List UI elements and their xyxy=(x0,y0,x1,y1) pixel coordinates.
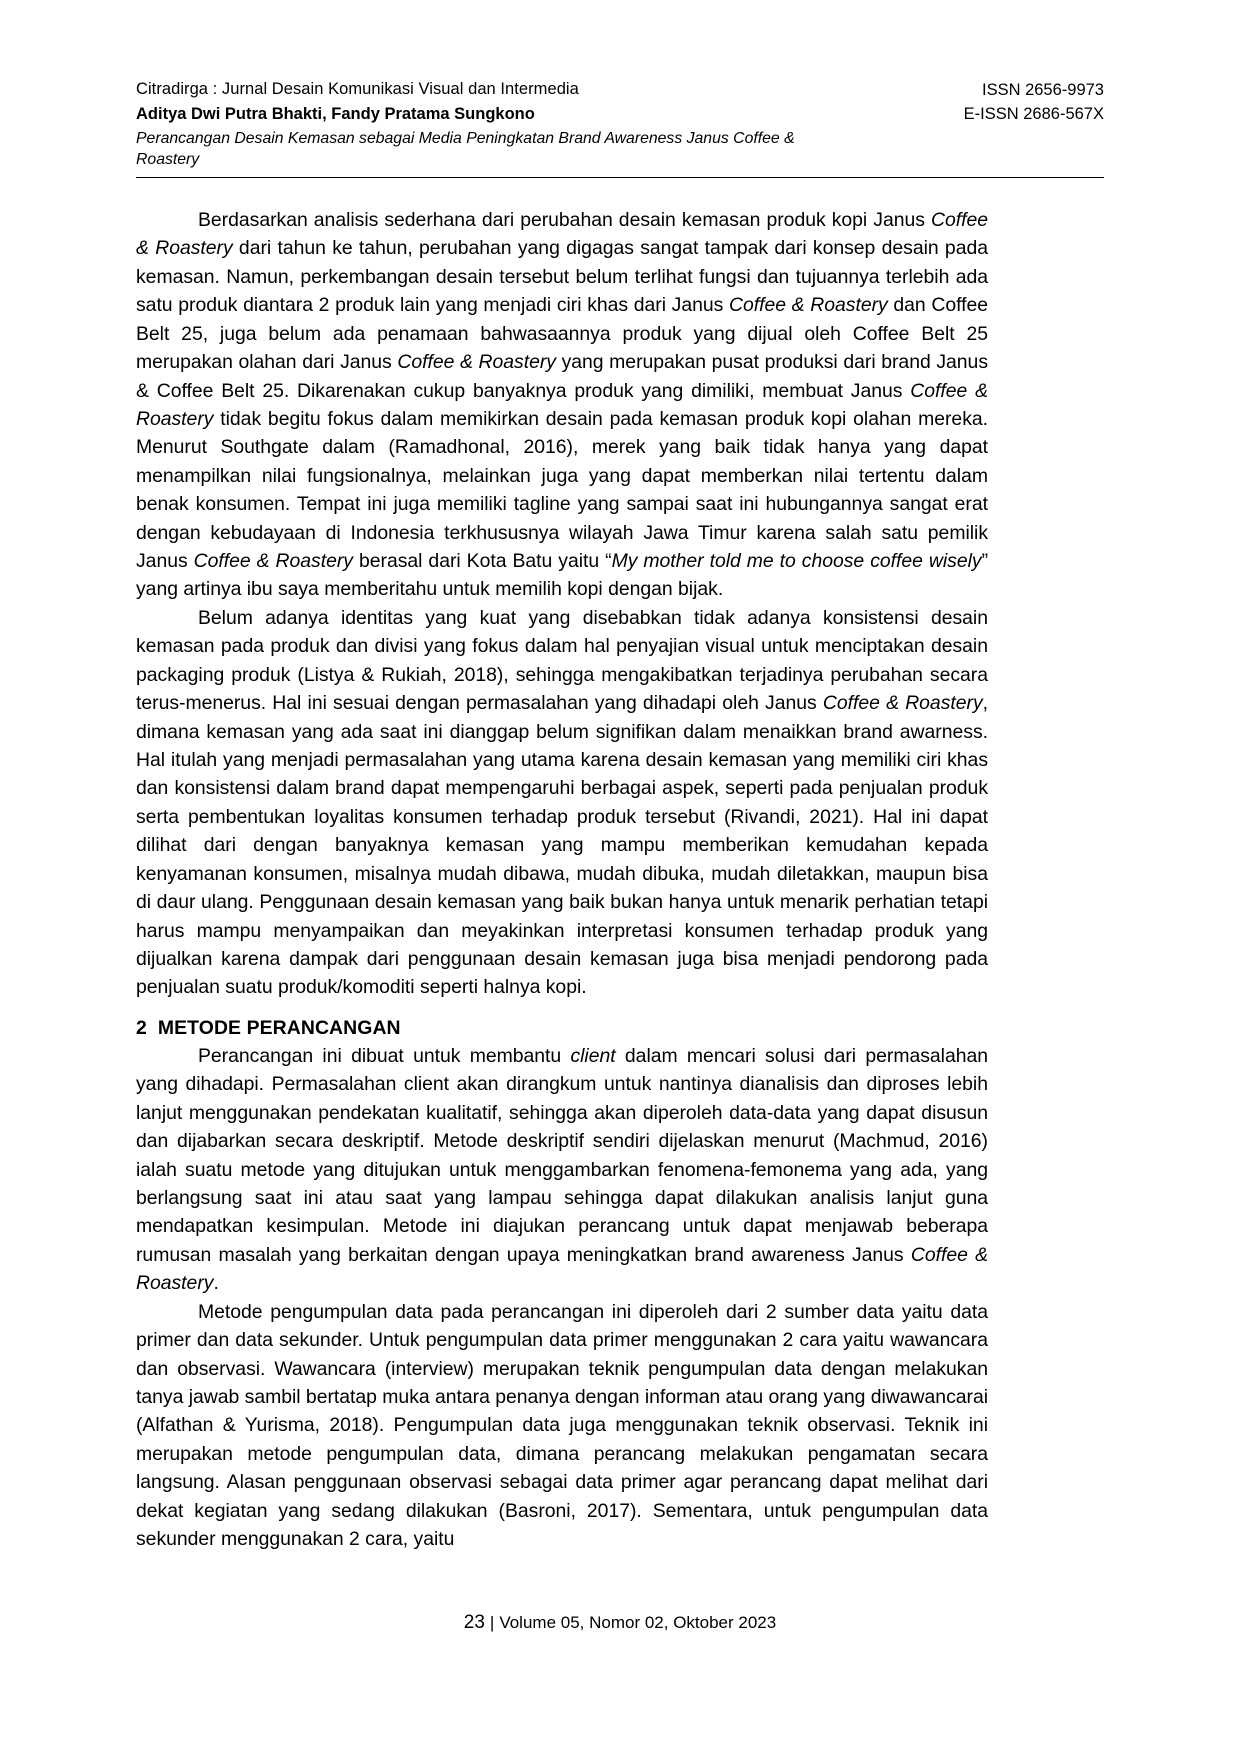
p1-italic4: Coffee & Roastery xyxy=(136,379,988,430)
issn-print: ISSN 2656-9973 xyxy=(981,81,1104,99)
footer-issue-info: Volume 05, Nomor 02, Oktober 2023 xyxy=(499,1613,777,1632)
paragraph-1 xyxy=(136,206,988,604)
p1-seg6: berasal dari Kota Batu yaitu “ xyxy=(352,550,612,573)
section-heading-metode xyxy=(136,1014,988,1042)
p4-seg1: Metode pengumpulan data pada perancangan ini diperoleh dari 2 sumber data yaitu data primer dan data sekunder. Untuk pengumpulan data primer menggunakan 2 cara yaitu wawancara dan observasi. Wawancara (interview) merupakan teknik pengumpulan data dengan melakukan tanya jawab sambil bertatap muka antara penanya dengan informan atau orang yang diwawancarai (Alfathan & Yurisma, 2018). Pengumpulan data juga menggunakan teknik observasi. Teknik ini merupakan metode pengumpulan data, dimana perancang melakukan pengamatan secara langsung. Alasan penggunaan observasi sebagai data primer agar perancang dapat melihat dari dekat kegiatan yang sedang dilakukan (Basroni, 2017). Sementara, untuk pengumpulan data sekunder menggunakan 2 cara, yaitu xyxy=(136,1300,988,1551)
paragraph-4 xyxy=(136,1298,988,1554)
running-head-row xyxy=(136,78,1104,170)
issn-electronic: E-ISSN 2686-567X xyxy=(963,104,1104,123)
p1-seg1: Berdasarkan analisis sederhana dari perubahan desain kemasan produk kopi Janus xyxy=(198,209,931,231)
p3-italic-client: client xyxy=(570,1044,616,1067)
section-number: 2 xyxy=(136,1016,147,1039)
p3-seg2: dalam mencari solusi dari permasalahan yang dihadapi. Permasalahan client akan dirangkum untuk nantinya dianalisis dan diproses lebih lanjut menggunakan pendekatan kualitatif, sehingga akan diperoleh data-data yang dapat disusun dan dijabarkan secara deskriptif. Metode deskriptif sendiri dijelaskan menurut (Machmud, 2016) ialah suatu metode yang ditujukan untuk menggambarkan fenomena-femonema yang ada, yang berlangsung saat ini atau saat yang lampau sehingga dapat dilakukan analisis lanjut guna mendapatkan kesimpulan. Metode ini diajukan perancang untuk dapat menjawab beberapa rumusan masalah yang berkaitan dengan upaya meningkatkan brand awareness Janus xyxy=(136,1044,988,1266)
p3-seg1: Perancangan ini dibuat untuk membantu xyxy=(198,1044,571,1067)
p2-seg2: , dimana kemasan yang ada saat ini dianggap belum signifikan dalam menaikkan brand awarness. Hal itulah yang menjadi permasalahan yang utama karena desain kemasan yang memiliki ciri khas dan konsistensi dalam brand dapat mempengaruhi berbagai aspek, seperti pada penjualan produk serta pembentukan loyalitas konsumen terhadap produk tersebut (Rivandi, 2021). Hal ini dapat dilihat dari dengan banyaknya kemasan yang mampu memberikan kemudahan kepada kenyamanan konsumen, misalnya mudah dibawa, mudah dibuka, mudah diletakkan, maupun bisa di daur ulang. Penggunaan desain kemasan yang baik bukan hanya untuk menarik perhatian tetapi harus mampu menyampaikan dan meyakinkan interpretasi konsumen terhadap produk yang dijualkan karena dampak dari penggunaan desain kemasan juga bisa menjadi pendorong pada penjualan suatu produk/komoditi seperti halnya kopi. xyxy=(136,692,988,999)
p1-tagline-quote: My mother told me to choose coffee wisely xyxy=(611,550,982,573)
p2-italic1: Coffee & Roastery xyxy=(822,692,983,715)
p1-italic3: Coffee & Roastery xyxy=(397,351,556,374)
p3-italic2: Coffee & Roastery xyxy=(136,1243,988,1295)
p1-seg2: dari tahun ke tahun, perubahan yang digagas sangat tampak dari konsep desain pada kemasan. Namun, perkembangan desain tersebut belum terlihat fungsi dan tujuannya terlebih ada satu produk diantara 2 produk lain yang menjadi ciri khas dari Janus xyxy=(136,237,988,317)
p1-seg7: ” yang artinya ibu saya memberitahu untuk memilih kopi dengan bijak. xyxy=(136,550,988,601)
running-head xyxy=(136,78,1104,170)
page-footer xyxy=(0,1612,1240,1634)
p1-seg5: tidak begitu fokus dalam memikirkan desain pada kemasan produk kopi olahan mereka. Menurut Southgate dalam (Ramadhonal, 2016), merek yang baik tidak hanya yang dapat menampilkan nilai fungsionalnya, melainkan juga yang dapat memberkan nilai tertentu dalam benak konsumen. Tempat ini juga memiliki tagline yang sampai saat ini hubungannya sangat erat dengan kebudayaan di Indonesia terkhususnya wilayah Jawa Timur karena salah satu pemilik Janus xyxy=(136,407,988,573)
section-title: METODE PERANCANGAN xyxy=(157,1016,401,1039)
p1-seg4: yang merupakan pusat produksi dari brand Janus & Coffee Belt 25. Dikarenakan cukup banyaknya produk yang dimiliki, membuat Janus xyxy=(136,351,988,402)
footer-page-number: 23 xyxy=(463,1612,485,1633)
running-head-left xyxy=(136,78,964,170)
journal-name: Citradirga : Jurnal Desain Komunikasi Visual dan Intermedia xyxy=(136,80,579,98)
article-body xyxy=(136,206,988,1554)
p3-seg3: . xyxy=(213,1272,219,1295)
p2-seg1: Belum adanya identitas yang kuat yang disebabkan tidak adanya konsistensi desain kemasan pada produk dan divisi yang fokus dalam hal penyajian visual untuk menciptakan desain packaging produk (Listya & Rukiah, 2018), sehingga mengakibatkan terjadinya perubahan secara terus-menerus. Hal ini sesuai dengan permasalahan yang dihadapi oleh Janus xyxy=(136,606,988,715)
p1-seg3: dan Coffee Belt 25, juga belum ada penamaan bahwasaannya produk yang dijual oleh Coffee Belt 25 merupakan olahan dari Janus xyxy=(136,294,989,374)
p1-italic1: Coffee & Roastery xyxy=(136,209,988,260)
p1-italic2: Coffee & Roastery xyxy=(729,294,888,317)
paragraph-3 xyxy=(136,1042,988,1298)
p1-italic5: Coffee & Roastery xyxy=(193,550,353,573)
header-divider xyxy=(136,177,1104,178)
paragraph-2 xyxy=(136,604,988,1002)
running-head-right xyxy=(964,78,1104,127)
author-names: Aditya Dwi Putra Bhakti, Fandy Pratama Sungkono xyxy=(136,104,535,123)
article-title: Perancangan Desain Kemasan sebagai Media Peningkatan Brand Awareness Janus Coffee & Roastery xyxy=(136,129,795,168)
footer-separator: | xyxy=(489,1613,495,1632)
